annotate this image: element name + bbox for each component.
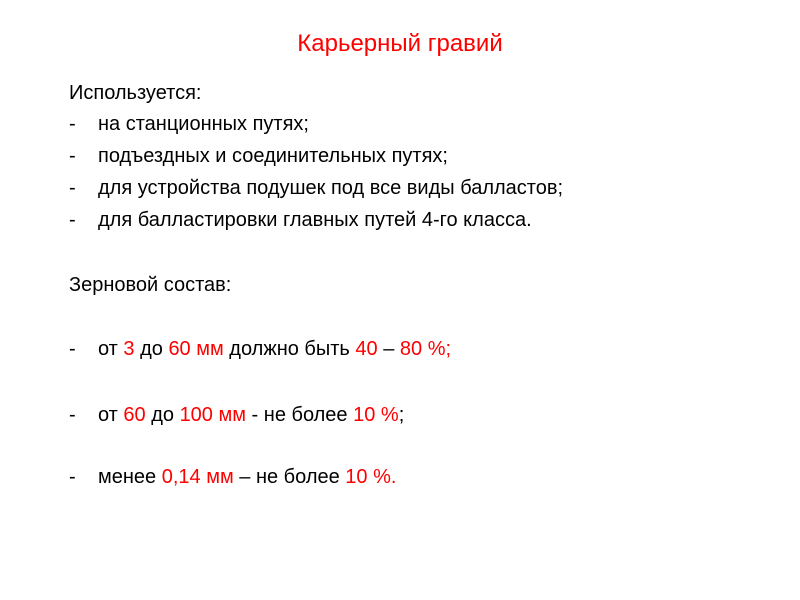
grain-text: до [134, 338, 169, 360]
bullet-dash: - [69, 177, 76, 199]
grain-value: 0,14 мм [161, 466, 234, 488]
grain-text: – не более [233, 466, 346, 488]
bullet-dash: - [69, 209, 76, 231]
bullet-dash: - [69, 404, 76, 426]
grain-value: 3 [123, 338, 135, 360]
bullet-dash: - [69, 338, 76, 360]
usage-item: для устройства подушек под все виды балластов; [98, 177, 564, 199]
grain-item [98, 402, 404, 428]
grain-text: до [145, 404, 180, 426]
grain-text: должно быть [223, 338, 356, 360]
usage-heading: Используется: [69, 82, 202, 104]
grain-value: 60 [123, 404, 146, 426]
grain-text: . [390, 466, 397, 488]
usage-item: на станционных путях; [98, 113, 309, 135]
grain-item [98, 336, 451, 362]
grain-value: 40 [355, 338, 378, 360]
grain-text: от [98, 404, 124, 426]
grain-value: 10 % [353, 404, 399, 426]
grain-text: менее [98, 466, 162, 488]
grain-value: 80 % [399, 338, 446, 360]
grain-value: 100 мм [179, 404, 246, 426]
grain-text: - не более [246, 404, 354, 426]
grain-heading: Зерновой состав: [69, 274, 232, 296]
grain-value: 10 % [345, 466, 391, 488]
bullet-dash: - [69, 145, 76, 167]
grain-text: – [377, 338, 400, 360]
grain-text: от [98, 338, 124, 360]
bullet-dash: - [69, 466, 76, 488]
grain-text: ; [445, 338, 452, 360]
grain-text: ; [398, 404, 405, 426]
bullet-dash: - [69, 113, 76, 135]
grain-item [98, 464, 396, 490]
grain-value: 60 мм [168, 338, 224, 360]
slide-title: Карьерный гравий [297, 30, 503, 57]
usage-item: для балластировки главных путей 4-го класса. [98, 209, 532, 231]
usage-item: подъездных и соединительных путях; [98, 145, 448, 167]
